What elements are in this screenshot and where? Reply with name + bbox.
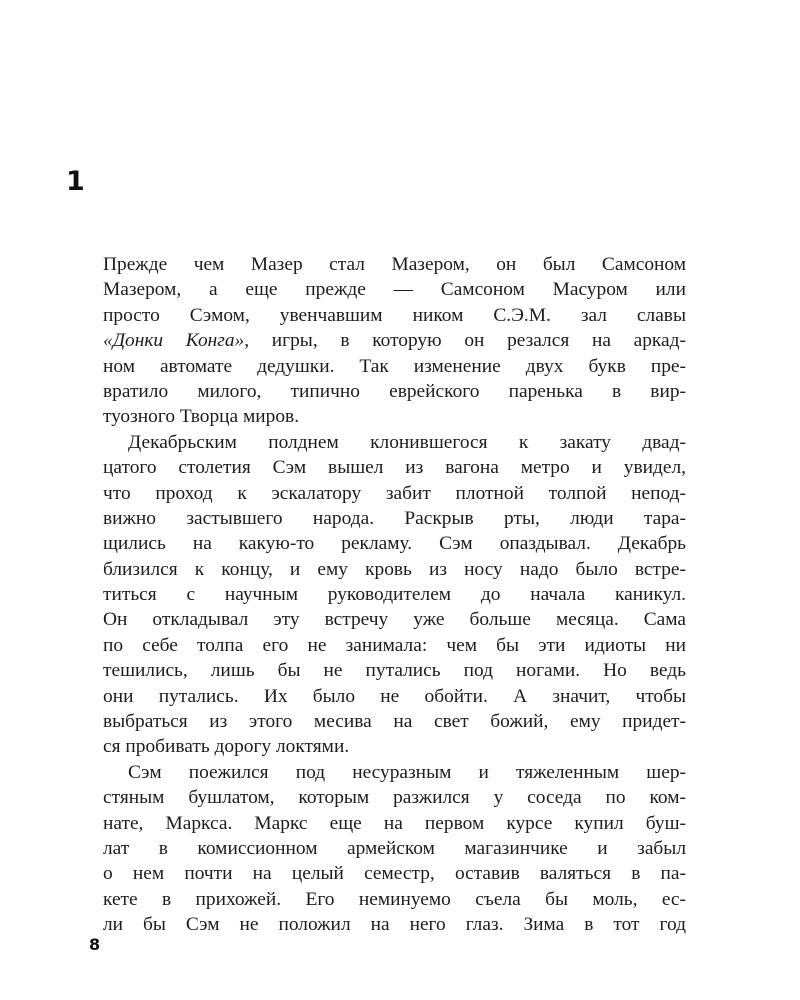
text-line: что проход к эскалатору забит плотной толпой непод- [103,482,686,504]
text-line: ном автомате дедушки. Так изменение двух букв пре- [103,355,686,377]
text-line: просто Сэмом, увенчавшим ником С.Э.М. зал славы [103,304,686,326]
text-line: тешились, лишь бы не путались под ногами. Но ведь [103,660,686,682]
text-line: ся пробивать дорогу локтями. [103,736,350,758]
text-line: о нем почти на целый семестр, оставив валяться в па- [103,863,686,885]
text-line: щились на какую-то рекламу. Сэм опаздывал. Декабрь [103,533,686,555]
chapter-number: 1 [66,166,85,197]
text-line: цатого столетия Сэм вышел из вагона метро и увидел, [103,457,686,479]
text-line: они путались. Их было не обойти. А значит, чтобы [103,685,686,707]
page-number: 8 [89,935,101,954]
text-line: титься с научным руководителем до начала каникул. [103,584,686,606]
text-line: нате, Маркса. Маркс еще на первом курсе купил буш- [103,812,686,834]
game-title: «Донки Конга» [103,330,245,352]
text-line-with-title [103,328,686,353]
text-line: вратило милого, типично еврейского паренька в вир- [103,380,686,402]
text-line: Мазером, а еще прежде — Самсоном Масуром или [103,279,686,301]
text-line: Прежде чем Мазер стал Мазером, он был Самсоном [103,254,686,275]
text-line-rest: , игры, в которую он резался на аркад- [244,330,686,352]
text-line: ли бы Сэм не положил на него глаз. Зима в тот год [103,914,686,936]
text-line: вижно застывшего народа. Раскрыв рты, люди тара- [103,507,686,529]
text-line: Сэм поежился под несуразным и тяжеленным шер- [128,761,686,783]
text-line: Он откладывал эту встречу уже больше месяца. Сама [103,609,686,631]
text-line: Декабрьским полднем клонившегося к закату двад- [128,431,686,453]
text-line: близился к концу, и ему кровь из носу надо было встре- [103,558,686,580]
text-line: стяным бушлатом, которым разжился у соседа по ком- [103,787,686,809]
text-line: лат в комиссионном армейском магазинчике и забыл [103,837,686,859]
text-line: кете в прихожей. Его неминуемо съела бы моль, ес- [103,888,686,910]
text-line: по себе толпа его не занимала: чем бы эти идиоты ни [103,634,686,656]
body-text [103,252,686,938]
text-line: туозного Творца миров. [103,406,300,428]
text-line: выбраться из этого месива на свет божий, ему придет- [103,711,686,733]
